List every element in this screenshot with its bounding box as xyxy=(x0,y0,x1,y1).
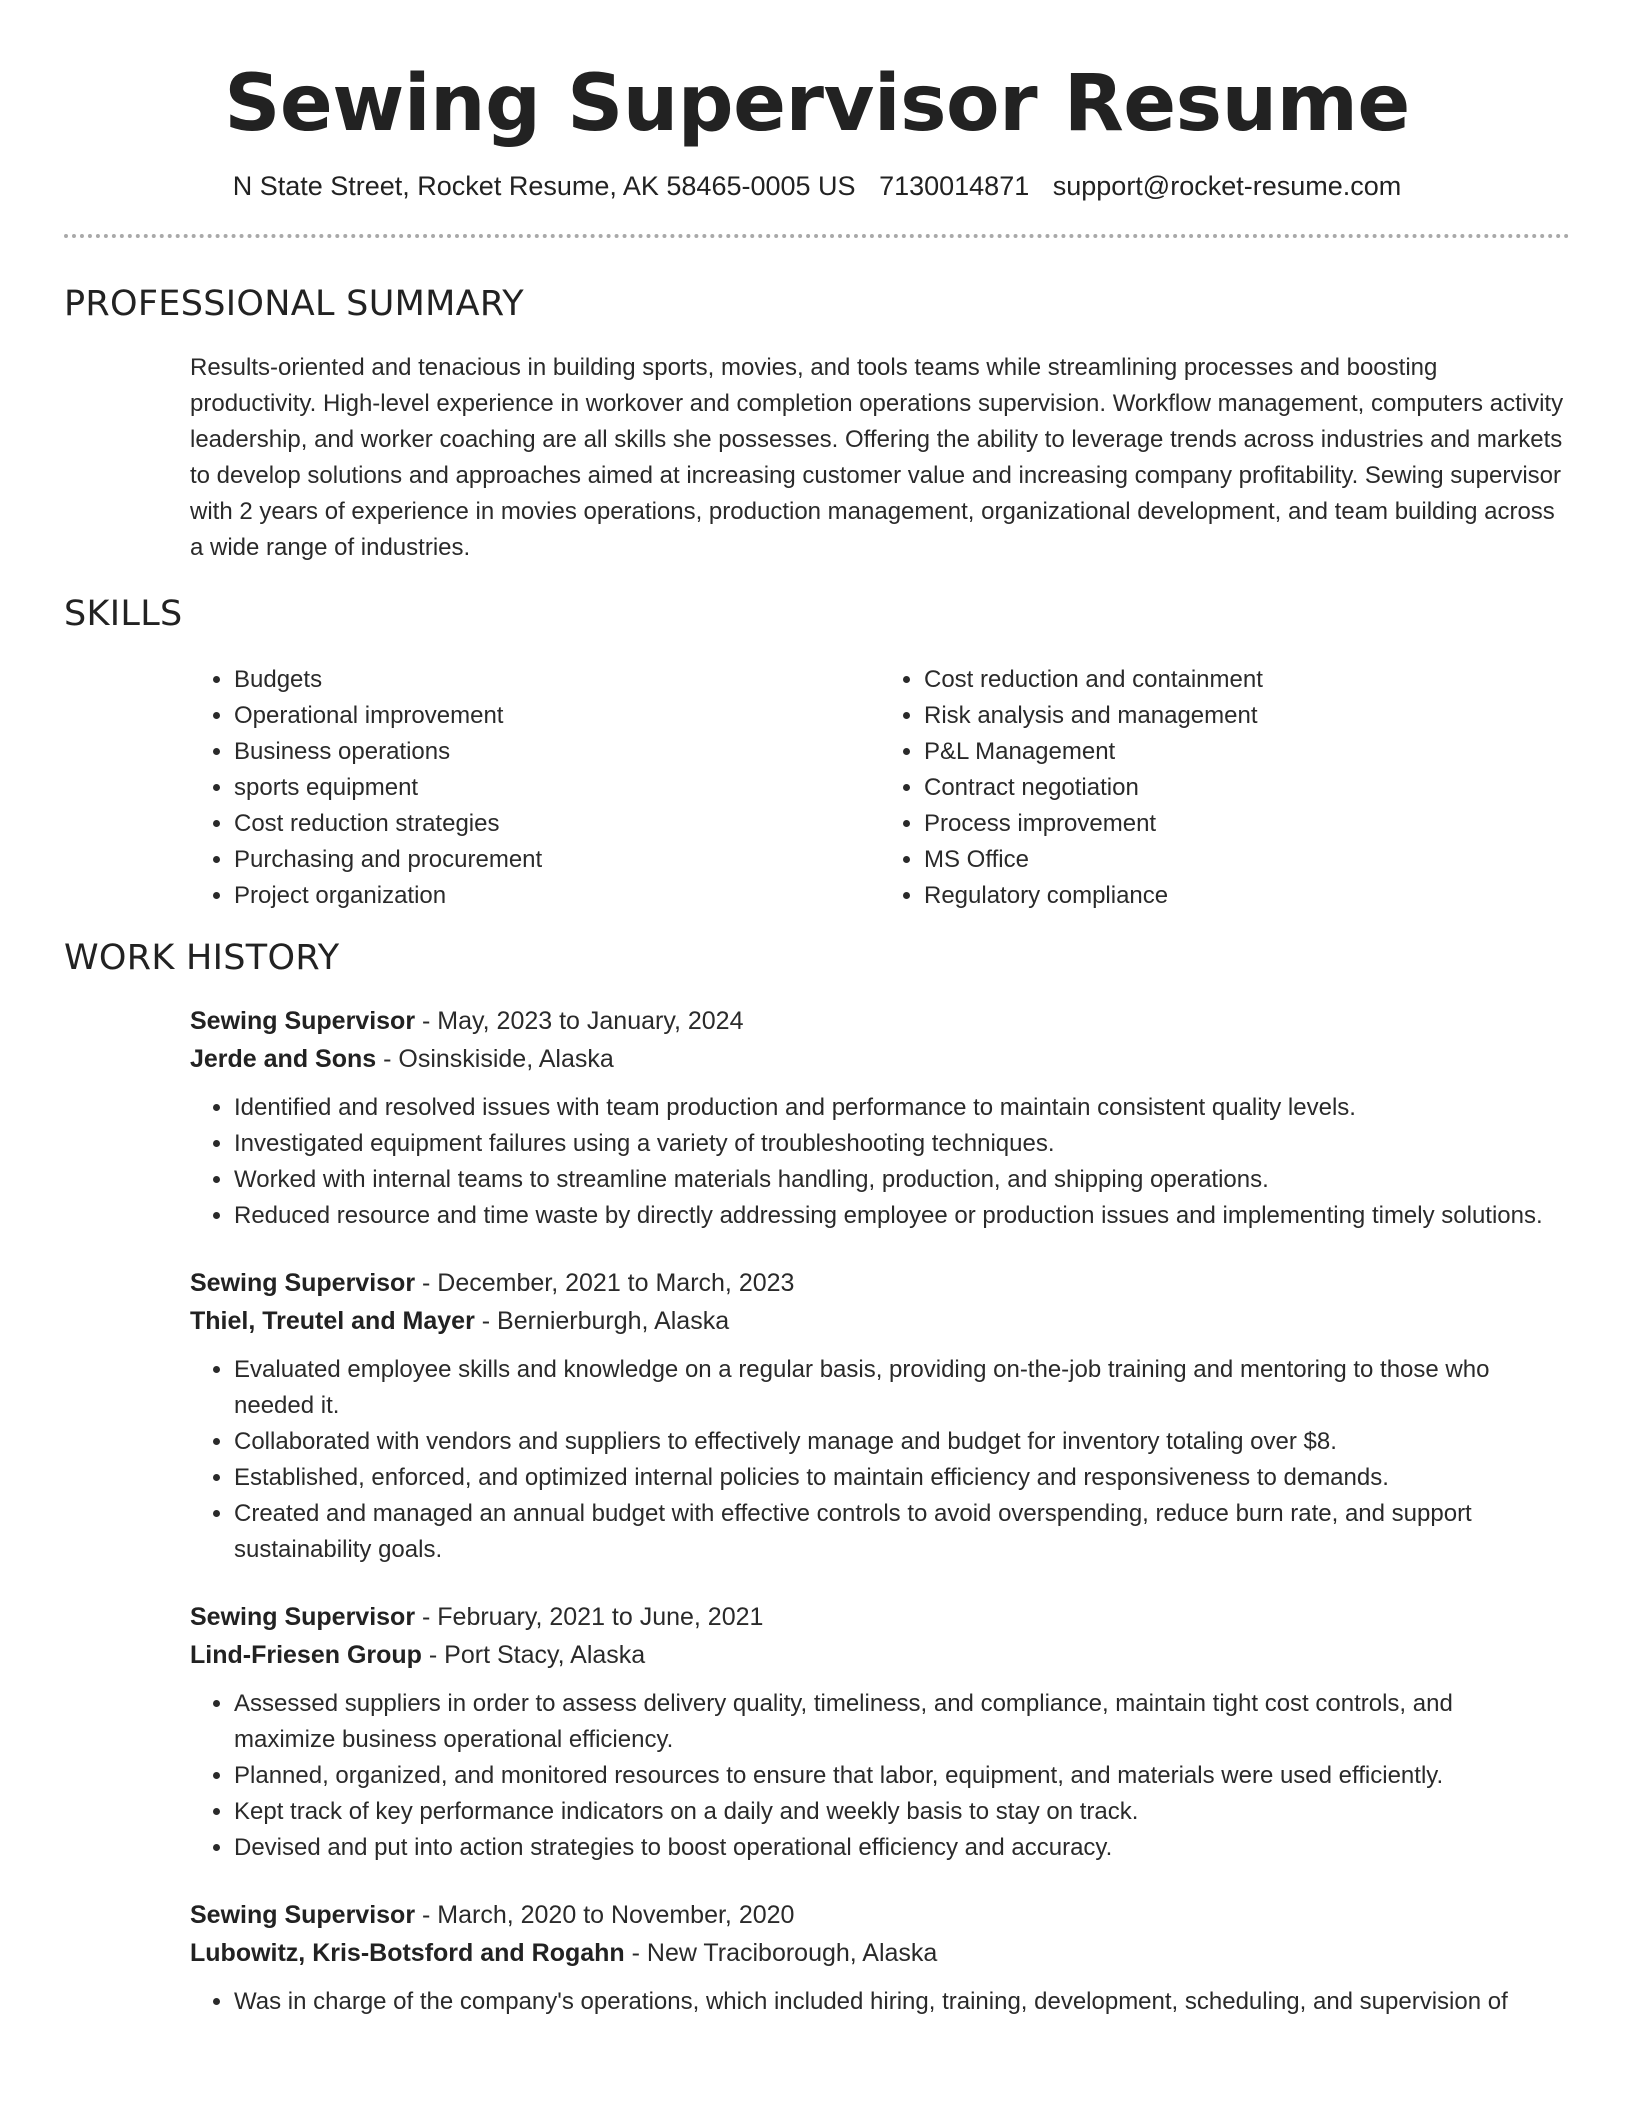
duty-item: • Established, enforced, and optimized internal policies to maintain efficiency and responsiveness to demands. xyxy=(234,1460,1554,1496)
skills-heading: SKILLS xyxy=(64,594,183,634)
job-dates: - March, 2020 to November, 2020 xyxy=(415,1901,795,1929)
job-company-line xyxy=(190,1040,1570,1078)
duty-item: • Investigated equipment failures using a variety of troubleshooting techniques. xyxy=(234,1126,1554,1162)
skill-item: • Process improvement xyxy=(924,806,1570,842)
contact-phone: 7130014871 xyxy=(879,171,1030,201)
job-company: Lind-Friesen Group xyxy=(190,1641,422,1669)
skill-item: • MS Office xyxy=(924,842,1570,878)
summary-text: Results-oriented and tenacious in building sports, movies, and tools teams while streamlining processes and boosting productivity. High-level experience in workover and completion operations supervision. Workflow management, computers activity leadership, and worker coaching are all skills she possesses. Offering the ability to leverage trends across industries and markets to develop solutions and approaches aimed at increasing customer value and increasing company profitability. Sewing supervisor with 2 years of experience in movies operations, production management, organizational development, and team building across a wide range of industries. xyxy=(190,354,1564,561)
duty-item: • Collaborated with vendors and suppliers to effectively manage and budget for inventory totaling over $8. xyxy=(234,1424,1554,1460)
job-entry xyxy=(190,1002,1570,1234)
job-duties xyxy=(190,1352,1554,1568)
duty-item: • Created and managed an annual budget with effective controls to avoid overspending, reduce burn rate, and support sustainability goals. xyxy=(234,1496,1554,1568)
job-title: Sewing Supervisor xyxy=(190,1269,416,1297)
job-title: Sewing Supervisor xyxy=(190,1603,416,1631)
skills-column-right xyxy=(880,662,1570,914)
skill-item: • Regulatory compliance xyxy=(924,878,1570,914)
job-company-line xyxy=(190,1934,1570,1972)
job-location: - Osinskiside, Alaska xyxy=(376,1045,614,1073)
skill-item: • P&L Management xyxy=(924,734,1570,770)
skill-item: • Project organization xyxy=(234,878,880,914)
duty-item: • Reduced resource and time waste by directly addressing employee or production issues and implementing timely solutions. xyxy=(234,1198,1554,1234)
duty-item: • Worked with internal teams to streamline materials handling, production, and shipping operations. xyxy=(234,1162,1554,1198)
job-title-line xyxy=(190,1598,1570,1636)
job-title-line xyxy=(190,1002,1570,1040)
job-title: Sewing Supervisor xyxy=(190,1901,416,1929)
skill-item: • sports equipment xyxy=(234,770,880,806)
job-title-line xyxy=(190,1264,1570,1302)
job-duties xyxy=(190,1984,1554,2020)
duty-item: • Evaluated employee skills and knowledge on a regular basis, providing on-the-job training and mentoring to those who needed it. xyxy=(234,1352,1554,1424)
job-entry xyxy=(190,1598,1570,1866)
job-entry xyxy=(190,1896,1570,2020)
contact-email: support@rocket-resume.com xyxy=(1052,171,1402,201)
header-divider xyxy=(64,234,1570,238)
skill-item: • Cost reduction and containment xyxy=(924,662,1570,698)
job-company: Lubowitz, Kris-Botsford and Rogahn xyxy=(190,1939,625,1967)
duty-item: • Planned, organized, and monitored resources to ensure that labor, equipment, and materials were used efficiently. xyxy=(234,1758,1554,1794)
job-entry xyxy=(190,1264,1570,1568)
resume-page xyxy=(64,0,1570,2020)
job-dates: - February, 2021 to June, 2021 xyxy=(415,1603,764,1631)
skills-column-left xyxy=(190,662,880,914)
contact-line xyxy=(64,168,1570,204)
duty-item: • Assessed suppliers in order to assess delivery quality, timeliness, and compliance, maintain tight cost controls, and maximize business operational efficiency. xyxy=(234,1686,1554,1758)
job-dates: - May, 2023 to January, 2024 xyxy=(415,1007,744,1035)
skill-item: • Operational improvement xyxy=(234,698,880,734)
job-title: Sewing Supervisor xyxy=(190,1007,416,1035)
job-location: - Bernierburgh, Alaska xyxy=(474,1307,730,1335)
job-duties xyxy=(190,1090,1554,1234)
job-location: - New Traciborough, Alaska xyxy=(624,1939,938,1967)
duty-item: • Devised and put into action strategies to boost operational efficiency and accuracy. xyxy=(234,1830,1554,1866)
duty-item: • Kept track of key performance indicators on a daily and weekly basis to stay on track. xyxy=(234,1794,1554,1830)
job-duties xyxy=(190,1686,1554,1866)
skill-item: • Budgets xyxy=(234,662,880,698)
job-location: - Port Stacy, Alaska xyxy=(421,1641,646,1669)
job-dates: - December, 2021 to March, 2023 xyxy=(415,1269,795,1297)
skills-list xyxy=(190,662,1570,914)
summary-heading: PROFESSIONAL SUMMARY xyxy=(64,284,524,324)
job-company-line xyxy=(190,1302,1570,1340)
contact-address: N State Street, Rocket Resume, AK 58465-0005 US xyxy=(232,171,856,201)
job-company-line xyxy=(190,1636,1570,1674)
duty-item: • Identified and resolved issues with team production and performance to maintain consistent quality levels. xyxy=(234,1090,1554,1126)
skill-item: • Business operations xyxy=(234,734,880,770)
skill-item: • Purchasing and procurement xyxy=(234,842,880,878)
skill-item: • Cost reduction strategies xyxy=(234,806,880,842)
skill-item: • Risk analysis and management xyxy=(924,698,1570,734)
job-company: Thiel, Treutel and Mayer xyxy=(190,1307,475,1335)
duty-item: • Was in charge of the company's operations, which included hiring, training, development, scheduling, and supervision of xyxy=(234,1984,1554,2020)
job-company: Jerde and Sons xyxy=(190,1045,377,1073)
resume-title: Sewing Supervisor Resume xyxy=(224,59,1410,149)
job-title-line xyxy=(190,1896,1570,1934)
skill-item: • Contract negotiation xyxy=(924,770,1570,806)
work-history-heading: WORK HISTORY xyxy=(64,938,340,978)
